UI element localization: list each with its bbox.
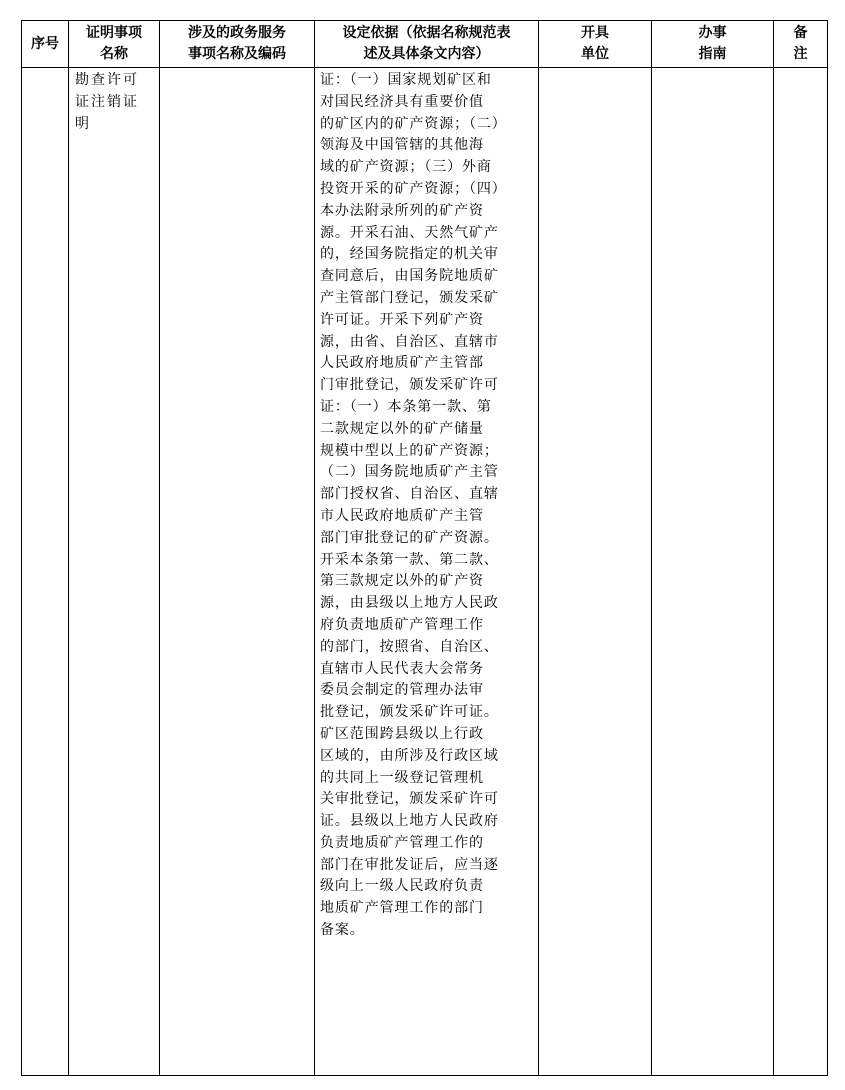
basis-text-line: 本办法附录所列的矿产资 [320,202,484,219]
basis-text-line: 证：（一）国家规划矿区和 [320,72,492,88]
basis-text-line: 市人民政府地质矿产主管 [320,507,484,524]
header-index: 序号 [22,21,69,68]
basis-text-line: 区域的，由所涉及行政区域 [320,747,499,764]
header-basis: 设定依据（依据名称规范表 述及具体条文内容） [315,21,539,68]
basis-text-line: 产主管部门登记，颁发采矿 [320,289,499,306]
basis-text-line: 二款规定以外的矿产储量 [320,420,484,437]
basis-text-line: 源，由县级以上地方人民政 [320,595,499,612]
basis-text-line: 对国民经济具有重要价值 [320,93,484,110]
basis-text-line: 地质矿产管理工作的部门 [320,900,484,917]
basis-text-line: 域的矿产资源；（三）外商 [320,159,492,176]
cell-service [160,68,315,1076]
basis-text-line: 级向上一级人民政府负责 [320,878,484,895]
basis-text-line: （二）国务院地质矿产主管 [320,464,499,481]
cell-index [22,68,69,1076]
basis-text-line: 府负责地质矿产管理工作 [320,616,484,633]
item-name-line: 明 [75,115,91,132]
basis-text-line: 的矿区内的矿产资源；（二） [320,115,507,132]
basis-text-line: 部门授权省、自治区、直辖 [320,486,499,503]
basis-text-line: 规模中型以上的矿产资源； [320,442,499,459]
basis-text-line: 矿区范围跨县级以上行政 [320,725,484,742]
basis-text-line: 第三款规定以外的矿产资 [320,573,484,590]
basis-text-line: 部门审批登记的矿产资源。 [320,529,499,546]
basis-text-line: 委员会制定的管理办法审 [320,682,484,699]
header-issuer: 开具 单位 [539,21,652,68]
basis-text-line: 部门在审批发证后，应当逐 [320,856,499,873]
cell-remarks [774,68,828,1076]
basis-text-line: 证。县级以上地方人民政府 [320,813,499,830]
basis-text-line: 关审批登记，颁发采矿许可 [320,791,499,808]
item-name-line: 证注销证 [75,93,139,110]
header-guide: 办事 指南 [652,21,774,68]
basis-text-line: 源。开采石油、天然气矿产 [320,224,499,241]
header-remarks: 备 注 [774,21,828,68]
table-row [22,68,828,1076]
item-name-text [69,68,159,135]
basis-text-line: 直辖市人民代表大会常务 [320,660,484,677]
basis-text-line: 证：（一）本条第一款、第 [320,398,492,415]
basis-text-line: 开采本条第一款、第二款、 [320,551,499,568]
basis-text-line: 许可证。开采下列矿产资 [320,311,484,328]
item-name-line: 勘查许可 [75,72,139,88]
basis-text [315,68,538,942]
basis-text-line: 备案。 [320,922,365,939]
basis-text-line: 批登记，颁发采矿许可证。 [320,704,499,721]
cell-issuer [539,68,652,1076]
basis-text-line: 的共同上一级登记管理机 [320,769,484,786]
basis-text-line: 领海及中国管辖的其他海 [320,137,484,154]
basis-text-line: 的，经国务院指定的机关审 [320,246,499,263]
basis-text-line: 的部门，按照省、自治区、 [320,638,499,655]
header-item-name: 证明事项 名称 [69,21,160,68]
basis-text-line: 投资开采的矿产资源；（四） [320,180,507,197]
basis-text-line: 源，由省、自治区、直辖市 [320,333,499,350]
basis-text-line: 人民政府地质矿产主管部 [320,355,484,372]
cell-item-name [69,68,160,1076]
certification-items-table [21,20,828,1076]
header-service: 涉及的政务服务 事项名称及编码 [160,21,315,68]
basis-text-line: 负责地质矿产管理工作的 [320,834,484,851]
table-header-row [22,21,828,68]
cell-basis [315,68,539,1076]
cell-guide [652,68,774,1076]
basis-text-line: 查同意后，由国务院地质矿 [320,268,499,285]
basis-text-line: 门审批登记，颁发采矿许可 [320,377,499,394]
